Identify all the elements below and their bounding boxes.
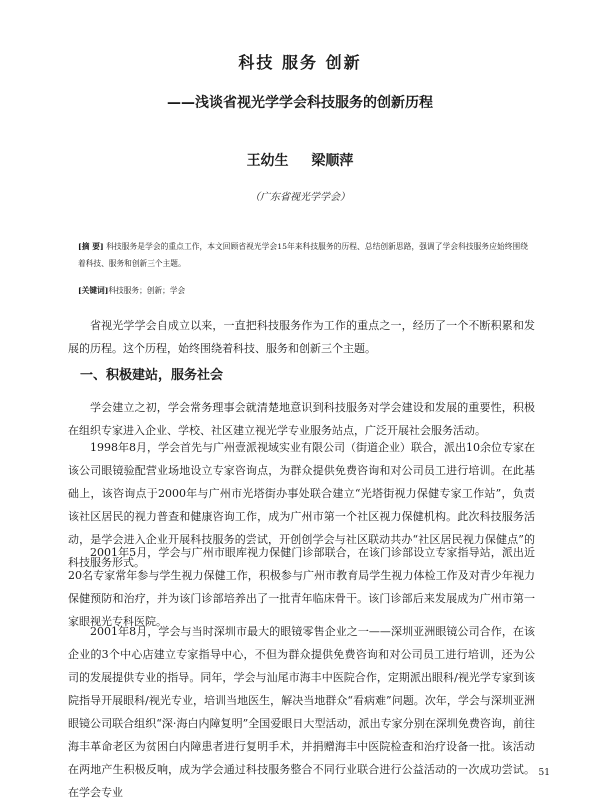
body-paragraph: 学会建立之初，学会常务理事会就清楚地意识到科技服务对学会建设和发展的重要性，积极在组织专家进入企业、学校、社区建立视光学专业服务站点，广泛开展社会服务活动。: [68, 401, 535, 437]
abstract-text: 科技服务是学会的重点工作，本文回顾省视光学会15年来科技服务的历程、总结创新思路，强调了学会科技服务应始终围绕着科技、服务和创新三个主题。: [78, 242, 528, 268]
keywords-label: [关键词]: [78, 286, 109, 295]
article-subtitle: ——浅谈省视光学学会科技服务的创新历程: [167, 95, 433, 111]
author-affiliation: （广东省视光学学会）: [250, 192, 350, 203]
section-heading: 一、积极建站，服务社会: [80, 368, 224, 383]
abstract-label: [摘 要]: [78, 242, 104, 251]
article-authors: 王幼生 梁顺萍: [246, 153, 354, 169]
abstract: [78, 238, 528, 272]
intro-paragraph: 省视光学学会自成立以来，一直把科技服务作为工作的重点之一，经历了一个不断积累和发展的历程。这个历程，始终围绕着科技、服务和创新三个主题。: [68, 319, 535, 355]
body-paragraph: 2001年5月，学会与广州市眼库视力保健门诊部联合，在该门诊部设立专家指导站，派出近20名专家常年参与学生视力保健工作，积极参与广州市教育局学生视力体检工作及对青少年视力保健预防和治疗，并为该门诊部培养出了一批青年临床骨干。该门诊部后来发展成为广州市第一家眼视光专科医院。: [68, 546, 535, 628]
keywords-text: 科技服务；创新；学会: [108, 286, 186, 295]
keywords: [78, 284, 528, 298]
body-paragraph: 1998年8月，学会首先与广州壹派视域实业有限公司（街道企业）联合，派出10余位专家在该公司眼镜验配营业场地设立专家咨询点，为群众提供免费咨询和对公司员工进行培训。在此基础上，该咨询点于2000年与广州市光塔街办事处联合建立“光塔街视力保健专家工作站”，负责该社区居民的视力普查和健康咨询工作，成为广州市第一个社区视力保健机构。此次科技服务活动，是学会进入企业开展科技服务的尝试，开创创学会与社区联动共办“社区居民视力保健点”的科技服务形式。: [68, 441, 535, 569]
article-title: 科技 服务 创新: [238, 53, 362, 72]
body-paragraph: 2001年8月，学会与当时深圳市最大的眼镜零售企业之一——深圳亚洲眼镜公司合作，在该企业的3个中心店建立专家指导中心，不但为群众提供免费咨询和对公司员工进行培训，还为公司的发展提供专业的指导。同年，学会与汕尾市海丰中医院合作，定期派出眼科/视光学专家到该院指导开展眼科/视光专业，培训当地医生，解决当地群众“看病难”问题。次年，学会与深圳亚洲眼镜公司联合组织“深·海白内障复明”全国爱眼日大型活动，派出专家分别在深圳免费咨询，前往海丰革命老区为贫困白内障患者进行复明手术，并捐赠海丰中医院检查和治疗设备一批。该活动在两地产生积极反响，成为学会通过科技服务整合不同行业联合进行公益活动的一次成功尝试。在学会专业: [68, 625, 535, 799]
page-number: 51: [538, 768, 550, 778]
